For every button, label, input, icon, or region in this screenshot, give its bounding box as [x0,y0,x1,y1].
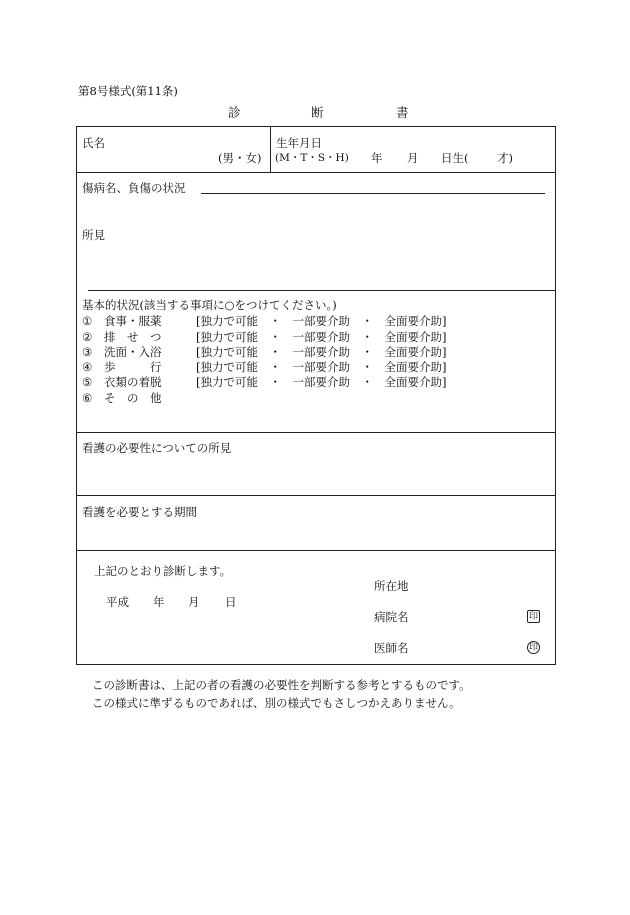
nursing-period-label: 看護を必要とする期間 [82,505,197,519]
doctor-seal-icon: 印 [528,643,538,653]
status-item: 衣類の着脱 [104,375,162,389]
note-1: この診断書は、上記の者の看護の必要性を判断する参考とするものです。 [92,678,471,692]
status-num: ③ [82,345,93,359]
document-title [0,103,630,119]
status-row-dressing [0,375,630,389]
status-options: [独力で可能 ・ 一部要介助 ・ 全面要介助] [196,360,447,374]
status-item: そ の 他 [104,391,162,405]
location-label: 所在地 [374,579,409,593]
title-char-3: 書 [396,105,409,120]
cert-day-label: 日 [225,595,237,609]
name-birth-divider [270,126,271,172]
divider-period [76,550,556,551]
status-options: [独力で可能 ・ 一部要介助 ・ 全面要介助] [196,375,447,389]
status-num: ④ [82,360,93,374]
status-options: [独力で可能 ・ 一部要介助 ・ 全面要介助] [196,330,447,344]
status-num: ② [82,330,93,344]
status-row-excretion [0,330,630,344]
hospital-seal-icon: 印 [528,612,538,622]
title-char-2: 断 [311,105,324,120]
cert-year-label: 年 [153,595,165,609]
status-row-bathing [0,345,630,359]
divider-name [76,172,556,173]
doctor-label: 医師名 [374,641,409,655]
divider-necessity [76,495,556,496]
cert-month-label: 月 [188,595,200,609]
birthdate-label: 生年月日 [276,136,322,150]
hospital-label: 病院名 [374,610,409,624]
cert-era-label: 平成 [106,595,129,609]
injury-label: 傷病名、負傷の状況 [82,181,186,195]
nursing-necessity-label: 看護の必要性についての所見 [82,441,232,455]
status-item: 排 せ つ [104,330,162,344]
status-item: 食事・服薬 [104,314,162,328]
birth-day-label: 日生( [441,151,469,165]
status-options: [独力で可能 ・ 一部要介助 ・ 全面要介助] [196,314,447,328]
form-number: 第8号様式(第11条) [78,84,178,98]
status-num: ⑥ [82,391,93,405]
status-item: 歩 行 [104,360,162,374]
status-num: ① [82,314,93,328]
name-label: 氏名 [82,136,105,150]
status-row-meal [0,314,630,328]
certification-statement: 上記のとおり診断します。 [94,564,232,578]
status-row-other [0,391,630,405]
birth-year-label: 年 [371,151,383,165]
status-row-walking [0,360,630,374]
basic-status-label: 基本的状況(該当する事項に○をつけてください。) [82,298,337,312]
findings-label: 所見 [82,228,105,242]
gender-choice: (男・女) [218,151,262,165]
injury-underline [201,193,545,194]
status-options: [独力で可能 ・ 一部要介助 ・ 全面要介助] [196,345,447,359]
status-item: 洗面・入浴 [104,345,162,359]
birth-month-label: 月 [407,151,419,165]
note-2: この様式に準ずるものであれば、別の様式でもさしつかえありません。 [92,696,461,710]
findings-underline [88,290,556,291]
title-char-1: 診 [228,105,241,120]
era-choice: (M・T・S・H) [275,152,349,164]
status-num: ⑤ [82,375,93,389]
divider-basic [76,432,556,433]
age-label: 才) [497,151,513,165]
